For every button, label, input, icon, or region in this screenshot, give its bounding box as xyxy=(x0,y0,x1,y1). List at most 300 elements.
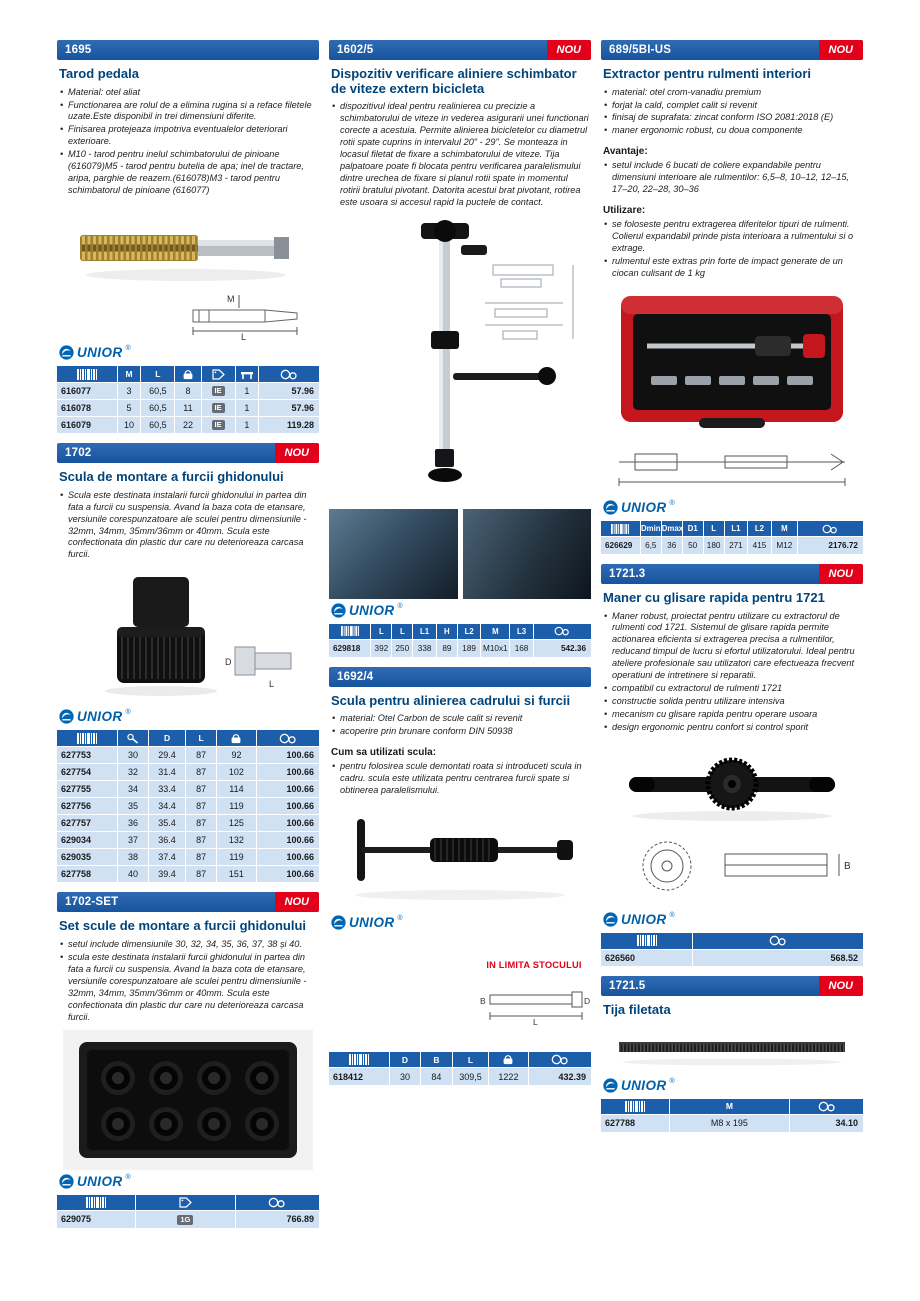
registered-mark: ® xyxy=(125,345,131,353)
unior-logo-icon xyxy=(59,345,74,360)
product-image-1702-set xyxy=(57,1030,319,1170)
col-header-l: L xyxy=(703,521,724,537)
price-scales-icon xyxy=(256,730,319,746)
package-tag-icon xyxy=(201,366,235,382)
col-header-l: L xyxy=(185,730,216,746)
table-row xyxy=(57,865,319,882)
table-cell: 616078 xyxy=(57,399,117,416)
feature-list xyxy=(59,87,317,199)
table-cell: 3 xyxy=(117,382,141,399)
col-header-m: M xyxy=(669,1099,790,1115)
section-header xyxy=(329,667,591,687)
nou-badge: NOU xyxy=(819,976,863,996)
frame-alignment-tool-illustration xyxy=(335,803,585,911)
col-header: M xyxy=(481,624,510,640)
table-row xyxy=(57,831,319,848)
table-cell: 87 xyxy=(185,865,216,882)
table-cell: 84 xyxy=(421,1068,452,1085)
unior-logo-icon xyxy=(603,1078,618,1093)
bullet-item: • Finisarea protejeaza impotriva eventualelor deteriorari exterioare. xyxy=(59,124,317,148)
product-title: Scula pentru alinierea cadrului si furcii xyxy=(331,692,571,708)
section-header xyxy=(57,892,319,912)
product-title: Maner cu glisare rapida pentru 1721 xyxy=(603,589,825,605)
dimension-diagram-1695 xyxy=(57,291,319,341)
col-header-d1: D1 xyxy=(682,521,703,537)
usage-list xyxy=(603,219,861,281)
section-header xyxy=(329,40,591,60)
unior-logo-text: UNIOR xyxy=(77,1173,123,1189)
unior-logo xyxy=(59,709,319,726)
bullet-item: • Maner robust, proiectat pentru utilizare cu extractorul de rulmenti cod 1721. Sistemul de glisare rapida permite actionarea eficienta si extragerea precisa a rulmentilor, reducand timpul de lucru si efortul utilizatorului. Ideal pentru ateliere profesionale sau utilizatori care efectueaza frecvent operatiuni de intretinere si reparatii. xyxy=(603,611,861,683)
dim-label-l: L xyxy=(241,332,247,342)
product-table-1702 xyxy=(57,730,319,882)
table-cell: 8 xyxy=(175,382,201,399)
table-cell: 629034 xyxy=(57,831,117,848)
usage-photo xyxy=(329,938,471,1050)
bullet-item: • Functionarea are rolul de a elimina rugina si a reface filetele uzate.Este disponibil in trei dimensiuni diferite. xyxy=(59,100,317,124)
section-code: 1721.5 xyxy=(609,980,646,993)
table-cell: 57.96 xyxy=(259,399,319,416)
dim-label-m: M xyxy=(227,294,235,305)
usage-photo-left xyxy=(329,509,458,599)
bullet-item: • Material: otel aliat xyxy=(59,87,317,99)
dim-label-d: D xyxy=(584,995,590,1006)
table-header-row xyxy=(601,521,863,537)
table-cell: 29.4 xyxy=(149,746,186,763)
table-cell: 627756 xyxy=(57,797,117,814)
registered-mark: ® xyxy=(669,1077,675,1085)
table-header-row xyxy=(601,933,863,949)
weight-icon xyxy=(175,366,201,382)
table-cell xyxy=(201,416,235,433)
bullet-item: • mecanism cu glisare rapida pentru operare usoara xyxy=(603,709,861,721)
dim-label-d: D xyxy=(225,657,232,668)
product-table-1721-3 xyxy=(601,933,863,966)
table-cell: 100.66 xyxy=(256,797,319,814)
table-cell: 542.36 xyxy=(533,640,591,657)
feature-list xyxy=(331,713,589,739)
table-cell: 35.4 xyxy=(149,814,186,831)
table-header-row xyxy=(57,730,319,746)
table-row xyxy=(601,1115,863,1132)
bullet-item: • acoperire prin brunare conform DIN 50938 xyxy=(331,726,589,738)
table-cell: 1 xyxy=(235,399,259,416)
table-cell: 30 xyxy=(389,1068,420,1085)
table-cell: 309,5 xyxy=(452,1068,489,1085)
table-cell: 616077 xyxy=(57,382,117,399)
table-cell: M12 xyxy=(771,537,797,554)
table-cell xyxy=(201,382,235,399)
bullet-item: • design ergonomic pentru confort si control sporit xyxy=(603,722,861,734)
nou-badge: NOU xyxy=(275,443,319,463)
weight-icon xyxy=(217,730,256,746)
table-cell: 151 xyxy=(217,865,256,882)
table-cell: 119 xyxy=(217,797,256,814)
section-code: 1692/4 xyxy=(337,670,374,683)
col-header-b: B xyxy=(421,1052,452,1068)
table-cell: 338 xyxy=(413,640,437,657)
section-code: 1721.3 xyxy=(609,567,646,580)
unior-logo-icon xyxy=(603,500,618,515)
table-cell: 125 xyxy=(217,814,256,831)
registered-mark: ® xyxy=(397,602,403,610)
table-cell: 250 xyxy=(392,640,413,657)
table-cell: 180 xyxy=(703,537,724,554)
table-cell: 87 xyxy=(185,831,216,848)
table-header-row xyxy=(329,624,591,640)
table-row xyxy=(57,814,319,831)
table-cell: 100.66 xyxy=(256,746,319,763)
bullet-item: • setul include dimensiunile 30, 32, 34, 35, 36, 37, 38 și 40. xyxy=(59,939,317,951)
section-code: 1602/5 xyxy=(337,44,374,56)
barcode-icon xyxy=(601,521,640,537)
nou-badge: NOU xyxy=(275,892,319,912)
nou-badge: NOU xyxy=(819,564,863,584)
table-cell: 36 xyxy=(117,814,148,831)
barcode-icon xyxy=(57,1195,136,1211)
unior-logo-icon xyxy=(331,603,346,618)
bullet-item: • setul include 6 bucati de coliere expandabile pentru dimensiuni interioare ale rulmentilor: 6,5–8, 10–12, 12–15, 17–20, 22–28, 30–36 xyxy=(603,160,861,196)
table-cell: 10 xyxy=(117,416,141,433)
registered-mark: ® xyxy=(397,914,403,922)
unior-logo-text: UNIOR xyxy=(621,912,667,928)
table-row xyxy=(57,763,319,780)
table-cell: 100.66 xyxy=(256,848,319,865)
price-scales-icon xyxy=(790,1099,863,1115)
bullet-item: • M10 - tarod pentru inelul schimbatorului de pinioane (616079)M5 - tarod pentru butelia de apa; inel de tractare, aripa, parghie de reazem.(616078)M3 - tarod pentru schimbatorul de pinioane (616077) xyxy=(59,149,317,197)
product-title: Extractor pentru rulmenti interiori xyxy=(603,66,812,81)
table-cell: 627757 xyxy=(57,814,117,831)
barcode-icon xyxy=(329,1052,389,1068)
table-cell: 627753 xyxy=(57,746,117,763)
table-cell: 100.66 xyxy=(256,865,319,882)
howto-list xyxy=(331,761,589,798)
col-header-m: M xyxy=(771,521,797,537)
unior-logo-icon xyxy=(603,912,618,927)
registered-mark: ® xyxy=(669,912,675,920)
product-table-1695 xyxy=(57,366,319,433)
table-row xyxy=(57,746,319,763)
threaded-rod-illustration xyxy=(607,1022,857,1074)
table-row xyxy=(601,537,863,554)
unior-logo xyxy=(331,915,591,932)
table-cell: 766.89 xyxy=(235,1211,319,1228)
dimension-diagram-689 xyxy=(601,434,863,496)
col-header: H xyxy=(436,624,457,640)
feature-list xyxy=(59,939,317,1025)
table-cell: 627754 xyxy=(57,763,117,780)
package-badge: IE xyxy=(212,386,225,396)
derailleur-gauge-illustration xyxy=(335,215,585,507)
table-cell: 168 xyxy=(510,640,534,657)
barcode-icon xyxy=(57,730,117,746)
unior-logo xyxy=(59,345,319,362)
tap-tool-illustration xyxy=(68,203,308,291)
table-cell: 50 xyxy=(682,537,703,554)
quick-slide-handle-illustration xyxy=(607,740,857,830)
unior-logo xyxy=(603,912,863,929)
col-header-l: L xyxy=(452,1052,489,1068)
section-1721-5 xyxy=(601,976,863,1132)
table-cell: 60,5 xyxy=(141,399,175,416)
table-cell: 60,5 xyxy=(141,382,175,399)
nou-badge: NOU xyxy=(819,40,863,60)
product-table-689 xyxy=(601,521,863,554)
weight-icon xyxy=(489,1052,528,1068)
bullet-item: • material: otel crom-vanadiu premium xyxy=(603,87,861,99)
table-cell: 87 xyxy=(185,797,216,814)
dim-label-l: L xyxy=(533,1016,538,1026)
section-code: 689/5BI-US xyxy=(609,44,672,56)
table-cell: 100.66 xyxy=(256,831,319,848)
table-header-row xyxy=(329,1052,591,1068)
table-header-row xyxy=(57,366,319,382)
product-title: Tarod pedala xyxy=(59,66,139,81)
dim-label-b: B xyxy=(480,995,486,1006)
table-cell: 32 xyxy=(117,763,148,780)
table-cell: 37 xyxy=(117,831,148,848)
bearing-extractor-case-illustration xyxy=(607,286,857,434)
table-cell: 629035 xyxy=(57,848,117,865)
col-header: L3 xyxy=(510,624,534,640)
section-1702 xyxy=(57,443,319,882)
col-header: L xyxy=(371,624,392,640)
section-1702-set xyxy=(57,892,319,1227)
table-cell: 36 xyxy=(661,537,682,554)
unior-logo xyxy=(59,1174,319,1191)
nou-badge: NOU xyxy=(547,40,591,60)
barcode-icon xyxy=(57,366,117,382)
column-right xyxy=(601,40,863,1291)
table-row xyxy=(329,1068,591,1085)
table-cell: 102 xyxy=(217,763,256,780)
product-title: Set scule de montare a furcii ghidonului xyxy=(59,918,307,934)
bullet-item: • rulmentul este extras prin forte de impact generate de un ciocan culisant de 1 kg xyxy=(603,256,861,280)
usage-photo-right xyxy=(463,509,592,599)
table-cell: 629075 xyxy=(57,1211,136,1228)
table-header-row xyxy=(57,1195,319,1211)
unior-logo-text: UNIOR xyxy=(621,1077,667,1093)
table-cell: 629818 xyxy=(329,640,371,657)
barcode-icon xyxy=(601,933,693,949)
col-header-l2: L2 xyxy=(748,521,772,537)
section-code: 1695 xyxy=(65,44,92,56)
table-cell: 87 xyxy=(185,763,216,780)
fork-seal-tool-illustration xyxy=(63,567,313,705)
table-cell: 87 xyxy=(185,848,216,865)
table-cell: 271 xyxy=(724,537,748,554)
unior-logo-text: UNIOR xyxy=(349,914,395,930)
bullet-item: • Scula este destinata instalarii furcii ghidonului in partea din fata a furcii cu suspensia. Avand la baza cota de etansare, versiunile corespunzatoare ale sculei pentru dimensiunile - 32mm, 34mm, 35mm/36mm or 40mm. Scula este confectionata din plastic dur care nu deterioreaza carcasa furcii. xyxy=(59,490,317,562)
product-table-1602-5 xyxy=(329,624,591,657)
col-header: L xyxy=(392,624,413,640)
table-cell: 89 xyxy=(436,640,457,657)
table-cell: 627755 xyxy=(57,780,117,797)
section-1695 xyxy=(57,40,319,433)
howto-heading: Cum sa utilizati scula: xyxy=(331,747,437,759)
unior-logo xyxy=(603,1078,863,1095)
table-cell: 618412 xyxy=(329,1068,389,1085)
table-cell: 87 xyxy=(185,814,216,831)
unior-logo xyxy=(331,603,591,620)
advantages-heading: Avantaje: xyxy=(603,146,648,158)
table-cell: 36.4 xyxy=(149,831,186,848)
section-1692-4 xyxy=(329,667,591,1085)
table-cell: 6,5 xyxy=(640,537,661,554)
bullet-item: • compatibil cu extractorul de rulmenti 1721 xyxy=(603,683,861,695)
advantages-list xyxy=(603,160,861,197)
section-689-5bi-us xyxy=(601,40,863,554)
table-cell: 38 xyxy=(117,848,148,865)
unior-logo-text: UNIOR xyxy=(349,602,395,618)
col-header-d: D xyxy=(389,1052,420,1068)
product-table-1702-set xyxy=(57,1195,319,1228)
product-title: Scula de montare a furcii ghidonului xyxy=(59,469,284,485)
col-header-dmax: Dmax xyxy=(661,521,682,537)
registered-mark: ® xyxy=(669,499,675,507)
product-table-1721-5 xyxy=(601,1099,863,1132)
price-scales-icon xyxy=(235,1195,319,1211)
table-header-row xyxy=(601,1099,863,1115)
dimension-diagram-1692-4 xyxy=(478,978,590,1026)
table-cell: 100.66 xyxy=(256,814,319,831)
table-cell: 22 xyxy=(175,416,201,433)
column-left xyxy=(57,40,319,1291)
price-scales-icon xyxy=(259,366,319,382)
table-cell: 132 xyxy=(217,831,256,848)
table-row xyxy=(57,416,319,433)
handle-dimension-drawing xyxy=(607,830,857,908)
table-row xyxy=(57,1211,319,1228)
price-scales-icon xyxy=(528,1052,591,1068)
unior-logo-text: UNIOR xyxy=(77,709,123,725)
table-cell xyxy=(136,1211,236,1228)
table-row xyxy=(57,848,319,865)
unior-logo xyxy=(603,500,863,517)
product-title: Dispozitiv verificare aliniere schimbator de viteze extern bicicleta xyxy=(331,66,577,96)
package-badge: 1G xyxy=(177,1215,193,1225)
product-image-1721-5 xyxy=(601,1022,863,1074)
product-image-1602-5 xyxy=(329,215,591,507)
product-image-1692-4 xyxy=(329,803,591,911)
product-title: Tija filetata xyxy=(603,1002,671,1018)
table-cell: 30 xyxy=(117,746,148,763)
table-cell: 34.4 xyxy=(149,797,186,814)
bullet-item: • constructie solida pentru utilizare intensiva xyxy=(603,696,861,708)
col-header: L2 xyxy=(457,624,481,640)
product-image-1721-3 xyxy=(601,740,863,830)
product-table-1692-4 xyxy=(329,1052,591,1085)
table-cell: 1222 xyxy=(489,1068,528,1085)
barcode-icon xyxy=(601,1099,669,1115)
table-cell: 37.4 xyxy=(149,848,186,865)
section-1602-5 xyxy=(329,40,591,657)
table-row xyxy=(57,780,319,797)
table-cell: 33.4 xyxy=(149,780,186,797)
table-cell: 39.4 xyxy=(149,865,186,882)
wrench-icon xyxy=(117,730,148,746)
tool-set-tray-illustration xyxy=(63,1030,313,1170)
column-middle xyxy=(329,40,591,1291)
section-1721-3 xyxy=(601,564,863,966)
feature-list xyxy=(59,490,317,563)
usage-photos xyxy=(329,509,591,599)
bullet-item: • maner ergonomic robust, cu doua componente xyxy=(603,125,861,137)
table-cell: 11 xyxy=(175,399,201,416)
col-header-l: L xyxy=(141,366,175,382)
price-scales-icon xyxy=(533,624,591,640)
table-cell: 100.66 xyxy=(256,763,319,780)
table-cell: M10x1 xyxy=(481,640,510,657)
usage-photo-row xyxy=(329,938,591,1050)
package-badge: IE xyxy=(212,403,225,413)
unior-logo-icon xyxy=(59,709,74,724)
barcode-icon xyxy=(329,624,371,640)
registered-mark: ® xyxy=(125,709,131,717)
table-cell: 616079 xyxy=(57,416,117,433)
usage-heading: Utilizare: xyxy=(603,205,646,217)
table-row xyxy=(57,399,319,416)
table-cell: 34.10 xyxy=(790,1115,863,1132)
table-cell: 627758 xyxy=(57,865,117,882)
bullet-item: • finisaj de suprafata: zincat conform ISO 2081:2018 (E) xyxy=(603,112,861,124)
dim-label-b: B xyxy=(844,861,851,873)
table-cell: 60,5 xyxy=(141,416,175,433)
slide-hammer-drawing xyxy=(607,434,857,496)
table-cell: 35 xyxy=(117,797,148,814)
bullet-item: • forjat la cald, complet calit si revenit xyxy=(603,100,861,112)
table-cell: 1 xyxy=(235,416,259,433)
table-cell: 92 xyxy=(217,746,256,763)
col-header-m: M xyxy=(117,366,141,382)
unior-logo-icon xyxy=(331,915,346,930)
table-row xyxy=(329,640,591,657)
table-cell: 392 xyxy=(371,640,392,657)
feature-list xyxy=(331,101,589,210)
product-image-1702 xyxy=(57,567,319,705)
table-cell: 2176.72 xyxy=(797,537,863,554)
section-header xyxy=(601,564,863,584)
bullet-item: • scula este destinata instalarii furcii ghidonului in partea din fata a furcii cu suspensia. Avand la baza cota de etansare, versiunile corespunzatoare ale sculei pentru dimensiunile - 32mm, 34mm, 35mm/36mm or 40mm. Scula este confectionata din plastic dur care nu deterioreaza carcasa furcii. xyxy=(59,952,317,1024)
table-row xyxy=(601,949,863,966)
section-header xyxy=(57,40,319,60)
col-header-dmin: Dmin xyxy=(640,521,661,537)
box-quantity-icon xyxy=(235,366,259,382)
col-header-d: D xyxy=(149,730,186,746)
table-cell: 119 xyxy=(217,848,256,865)
product-image-689 xyxy=(601,286,863,434)
table-cell: 432.39 xyxy=(528,1068,591,1085)
unior-logo-text: UNIOR xyxy=(77,345,123,361)
table-cell: 34 xyxy=(117,780,148,797)
table-cell: 57.96 xyxy=(259,382,319,399)
unior-logo-icon xyxy=(59,1174,74,1189)
table-row xyxy=(57,797,319,814)
bullet-item: • dispozitivul ideal pentru realinierea cu precizie a schimbatorului de viteze in vederea asigurarii unei functionari corecte a acestuia. Permite alinierea bicicletelor cu diametrul rotii spate cuprins in intervalul 20" - 29". Se monteaza in locasul filetat de fixare a schimbatorului de viteze. Tija palpatoare poate fi blocata pentru verificarea paralelismului dintre urechea de fixare si planul rotii spate in momentul rotirii bratului pivotant. Datorita acestui brat pivotant, rotirea este usoara si accesul rapid la puctele de contact. xyxy=(331,101,589,209)
table-cell: 40 xyxy=(117,865,148,882)
section-header xyxy=(601,40,863,60)
col-header-l1: L1 xyxy=(724,521,748,537)
table-cell: 119.28 xyxy=(259,416,319,433)
table-cell: 1 xyxy=(235,382,259,399)
bullet-item: • se foloseste pentru extragerea diferitelor tipuri de rulmenti. Colierul expandabil prinde pista interioara a rulmentului si o extrage. xyxy=(603,219,861,255)
table-cell: 626560 xyxy=(601,949,693,966)
package-tag-icon xyxy=(136,1195,236,1211)
table-cell: 100.66 xyxy=(256,780,319,797)
stock-note: IN LIMITA STOCULUI xyxy=(486,959,582,970)
dimension-diagram-1721-3 xyxy=(601,830,863,908)
table-cell xyxy=(201,399,235,416)
